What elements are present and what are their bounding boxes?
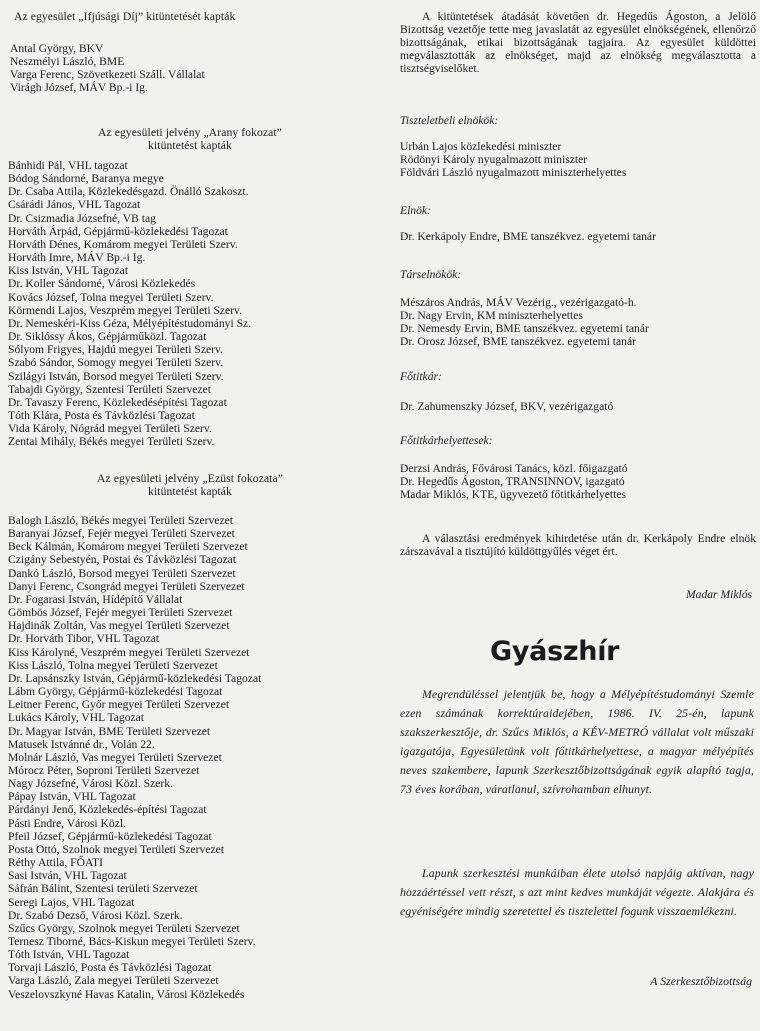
list-item: Kiss Károlyné, Veszprém megyei Területi Szervezet (8, 645, 250, 659)
list-item: Horváth Árpád, Gépjármű-közlekedési Tagozat (8, 224, 228, 238)
list-item: Dr. Zahumenszky József, BKV, vezérigazgató (400, 400, 614, 413)
list-item: Tóth Klára, Posta és Távközlési Tagozat (8, 408, 195, 422)
list-item: Kiss István, VHL Tagozat (8, 264, 129, 278)
gyaszhir-title: Gyászhír (490, 636, 620, 667)
list-item: Balogh László, Békés megyei Területi Szervezet (8, 514, 233, 527)
list-item: Horváth Imre, MÁV Bp.-i Ig. (8, 251, 146, 265)
list-item: Tabajdi György, Szentesi Területi Szervezet (8, 382, 211, 396)
list-item: Mészáros András, MÁV Vezérig., vezérigazgató-h. (400, 296, 637, 309)
list-item: Hajdinák Zoltán, Vas megyei Területi Szervezet (8, 619, 230, 633)
heading-line: kitüntetést kapták (148, 485, 232, 498)
elnok-label: Elnök: (400, 204, 431, 217)
list-item: Madar Miklós, KTE, ügyvezető főtitkárhelyettes (400, 488, 627, 502)
list-item: Sólyom Frigyes, Hajdú megyei Területi Szerv. (8, 343, 223, 357)
tiszteletbeli-list (400, 140, 626, 179)
list-item: Varga Ferenc, Szövetkezeti Száll. Vállalat (10, 68, 205, 82)
closing-signature: Madar Miklós (685, 588, 752, 601)
tarselnokok-label: Társelnökök: (400, 268, 462, 281)
list-item: Seregi Lajos, VHL Tagozat (8, 895, 135, 909)
list-item: Torvaji László, Posta és Távközlési Tagozat (8, 961, 212, 975)
list-item: Pápay István, VHL Tagozat (8, 790, 136, 804)
list-item: Dr. Hegedűs Ágoston, TRANSINNOV, igazgató (400, 475, 625, 489)
list-item: Bánhidi Pál, VHL tagozat (8, 159, 128, 172)
list-item: Molnár László, Vas megyei Területi Szervezet (8, 750, 222, 764)
list-item: Dr. Fogarasi István, Hídépítő Vállalat (8, 592, 183, 606)
list-item: Rödönyi Károly nyugalmazott miniszter (400, 153, 588, 167)
list-item: Sasi István, VHL Tagozat (8, 869, 127, 883)
list-item: Lukács Károly, VHL Tagozat (8, 711, 145, 725)
fotitkar-label: Főtitkár: (400, 370, 442, 383)
list-item: Szabó Sándor, Somogy megyei Területi Szerv. (8, 356, 224, 370)
list-item: Antal György, BKV (10, 42, 104, 55)
list-item: Mórocz Péter, Soproni Területi Szervezet (8, 763, 200, 777)
ifjusagi-dij-list (10, 42, 205, 95)
list-item: Beck Kálmán, Komárom megyei Területi Szervezet (8, 540, 248, 554)
gyaszhir-signature: A Szerkesztőbizottság (650, 974, 752, 988)
list-item: Dr. Nagy Ervin, KM miniszterhelyettes (400, 309, 583, 323)
list-item: Dr. Szabó Dezső, Városi Közl. Szerk. (8, 908, 183, 922)
gyaszhir-paragraph-2: Lapunk szerkesztési munkáiban élete utolsó napjáig aktívan, nagy hozzáértéssel vett részt, s azt mint kedves munkáját végezte. Alakjára és egyéniségére mindig szeretettel és tisztelettel fogunk visszaemlékezni. (400, 866, 754, 918)
list-item: Dr. Orosz József, BME tanszékvez. egyetemi tanár (400, 335, 636, 349)
list-item: Baranyai József, Fejér megyei Területi Szervezet (8, 527, 235, 541)
list-item: Sáfrán Bálint, Szentesi területi Szervezet (8, 882, 198, 896)
arany-fokozat-heading (10, 126, 370, 152)
list-item: Danyi Ferenc, Csongrád megyei Területi Szervezet (8, 579, 245, 593)
list-item: Pásti Endre, Városi Közl. (8, 816, 126, 830)
list-item: Kiss László, Tolna megyei Területi Szervezet (8, 658, 218, 672)
list-item: Dr. Magyar István, BME Területi Szervezet (8, 724, 211, 738)
list-item: Pfeil József, Gépjármű-közlekedési Tagozat (8, 829, 212, 843)
list-item: Dr. Nemesdy Ervin, BME tanszékvez. egyetemi tanár (400, 322, 649, 336)
ifjusagi-dij-heading: Az egyesület „Ifjúsági Díj” kitüntetését kapták (14, 10, 236, 23)
list-item: Réthy Attila, FŐATI (8, 856, 104, 870)
list-item: Varga László, Zala megyei Területi Szervezet (8, 974, 219, 988)
list-item: Dr. Siklóssy Ákos, Gépjárműközl. Tagozat (8, 330, 207, 344)
list-item: Dr. Kerkápoly Endre, BME tanszékvez. egyetemi tanár (400, 230, 656, 243)
list-item: Dr. Koller Sándorné, Városi Közlekedés (8, 277, 196, 291)
list-item: Nagy Józsefné, Városi Közl. Szerk. (8, 777, 173, 791)
list-item: Zentai Mihály, Békés megyei Területi Szerv. (8, 435, 215, 449)
list-item: Földvári László nyugalmazott miniszterhelyettes (400, 166, 627, 180)
list-item: Urbán Lajos közlekedési miniszter (400, 140, 562, 153)
list-item: Horváth Dénes, Komárom megyei Területi Szerv. (8, 237, 238, 251)
list-item: Posta Ottó, Szolnok megyei Területi Szervezet (8, 842, 224, 856)
list-item: Csárádi János, VHL Tagozat (8, 198, 141, 212)
list-item: Kovács József, Tolna megyei Területi Szerv. (8, 290, 214, 304)
list-item: Virágh József, MÁV Bp.-i Ig. (10, 81, 148, 95)
list-item: Párdányi Jenő, Közlekedés-építési Tagozat (8, 803, 207, 817)
list-item: Szűcs György, Szolnok megyei Területi Szervezet (8, 921, 240, 935)
fotitkarhelyettesek-label: Főtitkárhelyettesek: (400, 434, 493, 447)
list-item: Veszelovszkyné Havas Katalin, Városi Közlekedés (8, 987, 245, 1001)
list-item: Bódog Sándorné, Baranya megye (8, 172, 164, 186)
elnok-list (400, 230, 656, 243)
fotitkarhelyettesek-list (400, 462, 628, 501)
gyaszhir-paragraph-1: Megrendüléssel jelentjük be, hogy a Mélyépítéstudományi Szemle ezen számának korrektúraidejében, 1986. IV. 25-én, lapunk szakszerkesztője, dr. Szűcs Miklós, a KÉV-METRÓ vállalat volt műszaki igazgatója, Egyesületünk volt főtitkárhelyettese, a magyar mélyépítés neves szakembere, lapunk Szerkesztőbizottságának egyik alapító tagja, 73 éves korában, váratlanul, szívrohamban elhunyt. (400, 687, 754, 796)
closing-paragraph: A választási eredmények kihirdetése után dr. Kerkápoly Endre elnök zárszavával a tisztújító küldöttgyűlés véget ért. (400, 532, 756, 558)
list-item: Dr. Horváth Tibor, VHL Tagozat (8, 632, 160, 646)
list-item: Leitner Ferenc, Győr megyei Területi Szervezet (8, 698, 230, 712)
list-item: Dr. Csaba Attila, Közlekedésgazd. Önálló Szakoszt. (8, 185, 249, 199)
list-item: Neszmélyi László, BME (10, 55, 125, 69)
arany-fokozat-list (8, 159, 251, 448)
heading-line: kitüntetést kapták (148, 139, 232, 152)
list-item: Tóth István, VHL Tagozat (8, 948, 130, 962)
list-item: Ternesz Tiborné, Bács-Kiskun megyei Területi Szerv. (8, 935, 256, 948)
list-item: Matusek Istvánné dr., Volán 22. (8, 737, 155, 751)
list-item: Dr. Csizmadia Józsefné, VB tag (8, 211, 156, 225)
heading-line: Az egyesületi jelvény „Arany fokozat” (98, 126, 282, 139)
list-item: Czigány Sebestyén, Postai és Távközlési Tagozat (8, 553, 237, 567)
ezust-fokozat-heading (10, 472, 370, 498)
list-item: Vida Károly, Nógrád megyei Területi Szerv. (8, 422, 212, 436)
list-item: Derzsi András, Fővárosi Tanács, közl. főigazgató (400, 462, 628, 475)
ezust-fokozat-list (8, 514, 261, 1001)
intro-paragraph: A kitüntetések átadását követően dr. Hegedűs Ágoston, a Jelölő Bizottság vezetője tette meg javaslatát az egyesület elnökségének, ellenőrző bizottságának, etikai bizottságának tagjaira. Az egyesület küldöttei megválasztották az elnökséget, majd az elnökség megválasztotta a tisztségviselőket. (400, 10, 756, 75)
tiszteletbeli-label: Tiszteletbeli elnökök: (400, 114, 499, 127)
list-item: Dr. Tavaszy Ferenc, Közlekedésépítési Tagozat (8, 395, 227, 409)
tarselnokok-list (400, 296, 649, 349)
heading-line: Az egyesületi jelvény „Ezüst fokozata” (97, 472, 283, 485)
list-item: Dr. Lapsánszky István, Gépjármű-közlekedési Tagozat (8, 671, 262, 685)
list-item: Dr. Nemeskéri-Kiss Géza, Mélyépítéstudományi Sz. (8, 316, 252, 330)
list-item: Lábm György, Gépjármű-közlekedési Tagozat (8, 685, 223, 699)
list-item: Dankó László, Borsod megyei Területi Szervezet (8, 566, 236, 580)
list-item: Körmendi Lajos, Veszprém megyei Területi Szerv. (8, 303, 243, 317)
fotitkar-list (400, 400, 613, 413)
list-item: Szilágyi István, Borsod megyei Területi Szerv. (8, 369, 224, 383)
list-item: Gömbös József, Fejér megyei Területi Szervezet (8, 606, 233, 620)
